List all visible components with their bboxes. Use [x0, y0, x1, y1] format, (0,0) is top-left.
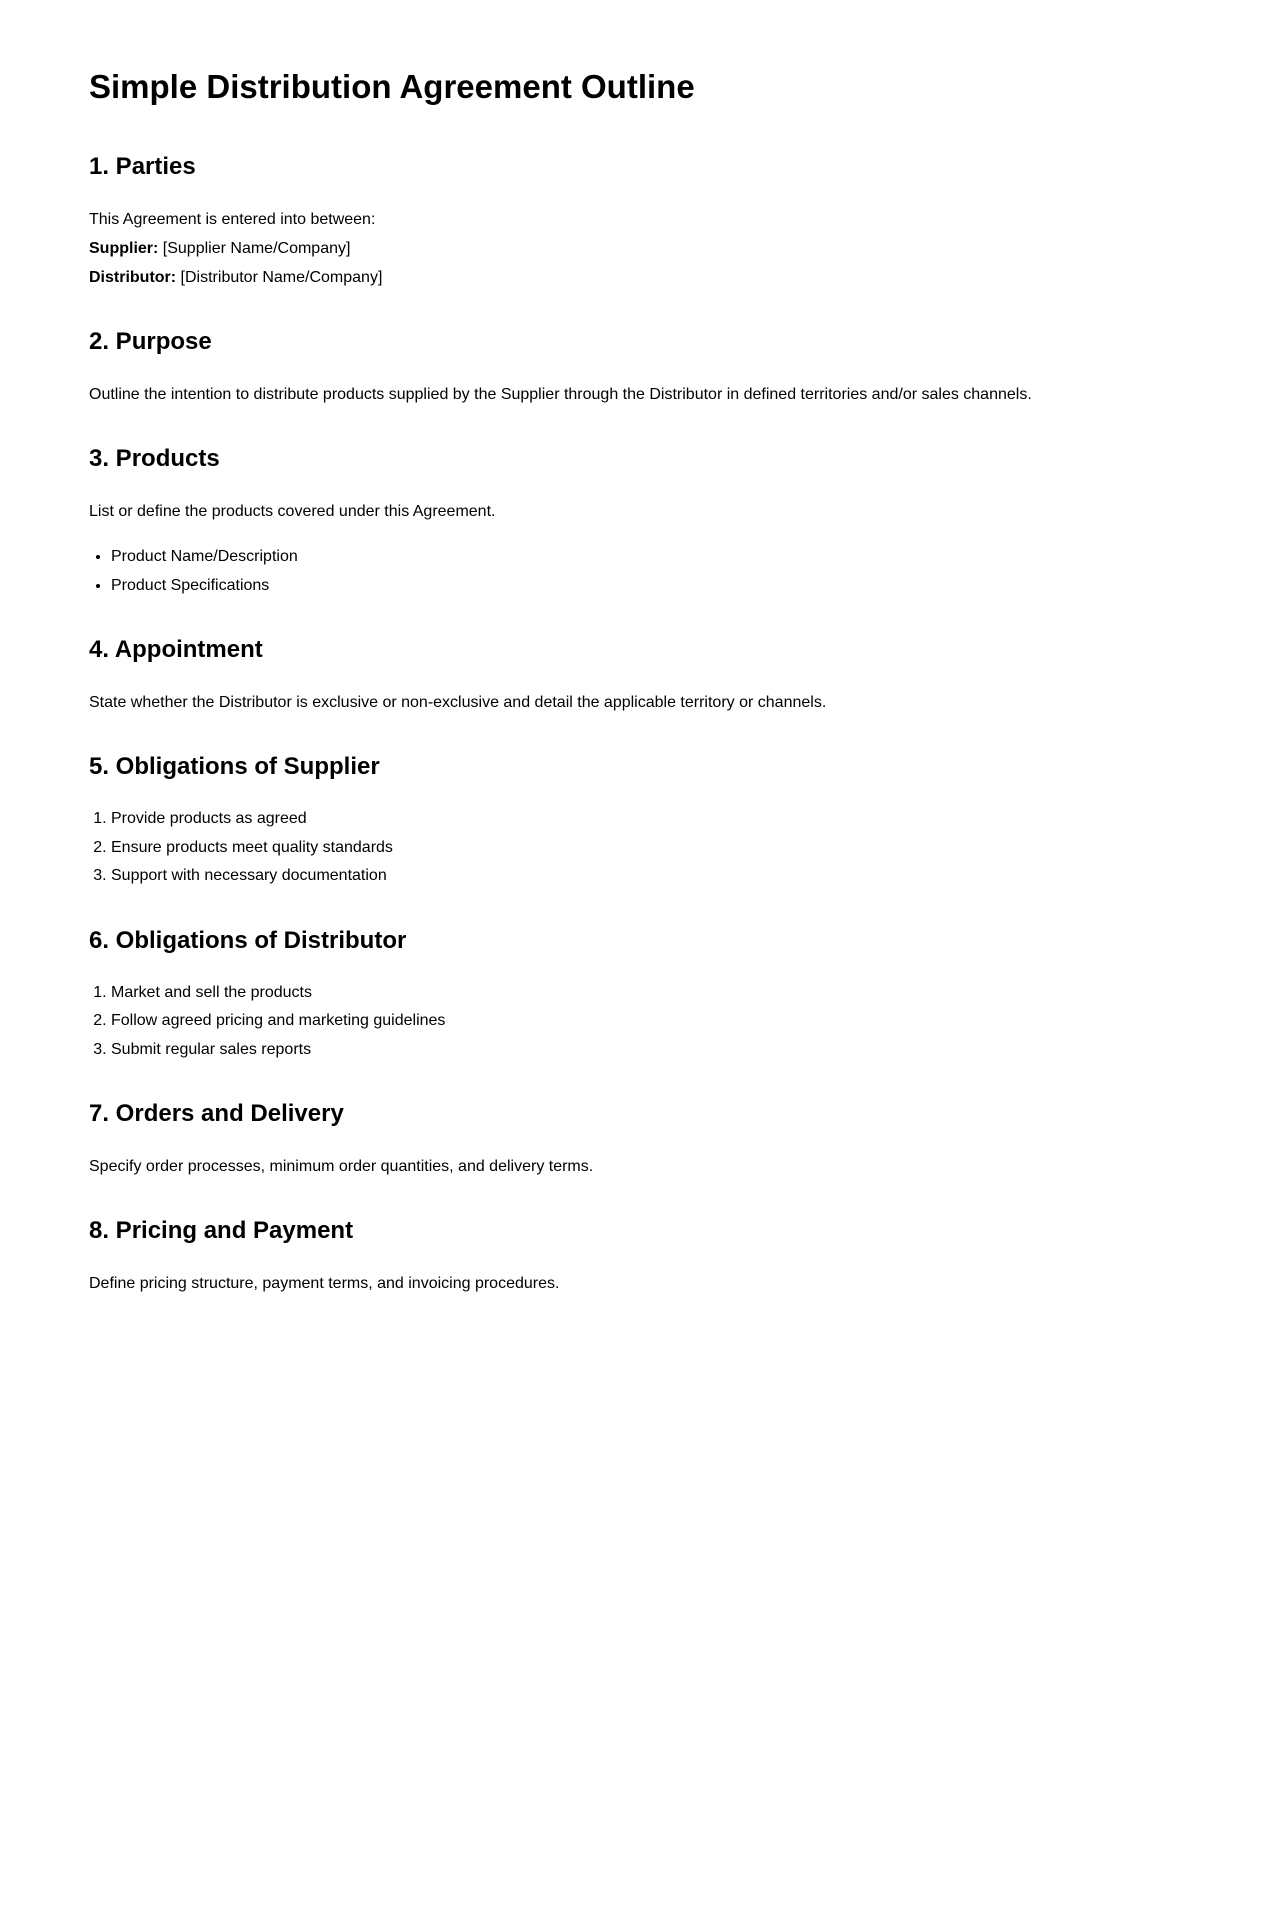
distributor-label: Distributor:: [89, 269, 177, 286]
distributor-value: [Distributor Name/Company]: [176, 269, 383, 286]
appointment-text: State whether the Distributor is exclusive or non-exclusive and detail the applicable territory or channels.: [89, 694, 827, 711]
list-item: 2. Ensure products meet quality standards: [111, 834, 1174, 863]
pricing-payment-text: Define pricing structure, payment terms, and invoicing procedures.: [89, 1275, 560, 1292]
section-supplier-obligations: [89, 752, 1174, 891]
list-item: 3. Support with necessary documentation: [111, 862, 1174, 891]
distributor-obligations-list: [89, 979, 1174, 1065]
list-item: • Product Specifications: [111, 572, 1174, 601]
products-list: [89, 543, 1174, 600]
supplier-obligations-list: [89, 805, 1174, 891]
supplier-line: [89, 234, 1174, 263]
section-heading-supplier-obligations: 5. Obligations of Supplier: [89, 753, 380, 780]
list-item: 2. Follow agreed pricing and marketing guidelines: [111, 1007, 1174, 1036]
distributor-line: [89, 263, 1174, 292]
list-item: 1. Market and sell the products: [111, 979, 1174, 1008]
section-heading-purpose: 2. Purpose: [89, 328, 212, 355]
supplier-label: Supplier:: [89, 240, 159, 257]
section-orders-delivery: [89, 1099, 1174, 1181]
products-text: List or define the products covered under this Agreement.: [89, 503, 496, 520]
section-heading-pricing-payment: 8. Pricing and Payment: [89, 1217, 354, 1244]
section-heading-parties: 1. Parties: [89, 153, 196, 180]
parties-intro: This Agreement is entered into between:: [89, 211, 376, 228]
section-parties: [89, 152, 1174, 292]
section-heading-distributor-obligations: 6. Obligations of Distributor: [89, 926, 407, 954]
supplier-value: [Supplier Name/Company]: [158, 240, 351, 257]
section-distributor-obligations: [89, 926, 1174, 1065]
list-item: 3. Submit regular sales reports: [111, 1036, 1174, 1065]
section-products: [89, 444, 1174, 600]
section-heading-orders-delivery: 7. Orders and Delivery: [89, 1100, 344, 1127]
purpose-text: Outline the intention to distribute products supplied by the Supplier through the Distributor in defined territories and/or sales channels.: [89, 386, 1032, 403]
section-pricing-payment: [89, 1216, 1174, 1298]
section-appointment: [89, 635, 1174, 717]
parties-paragraph: [89, 205, 1174, 292]
list-item: • Product Name/Description: [111, 543, 1174, 572]
section-purpose: [89, 327, 1174, 409]
section-heading-appointment: 4. Appointment: [89, 636, 263, 663]
document-title: Simple Distribution Agreement Outline: [89, 68, 695, 105]
orders-delivery-text: Specify order processes, minimum order quantities, and delivery terms.: [89, 1158, 594, 1175]
list-item: 1. Provide products as agreed: [111, 805, 1174, 834]
section-heading-products: 3. Products: [89, 445, 220, 472]
